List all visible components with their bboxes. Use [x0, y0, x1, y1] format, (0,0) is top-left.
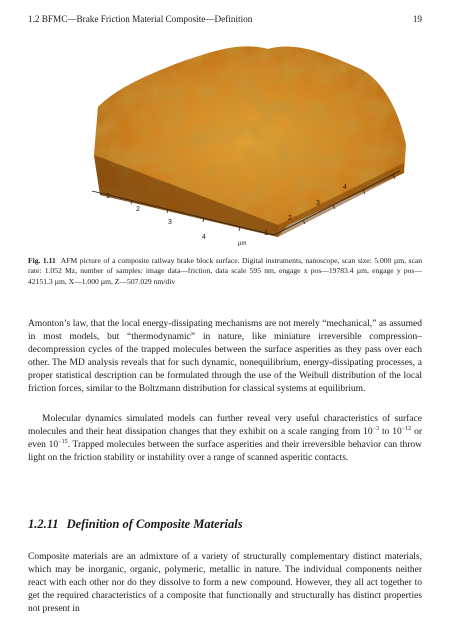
figure-label: Fig. 1.11 — [28, 256, 56, 265]
page-number: 19 — [412, 14, 422, 24]
paragraph-2-text-c: or even 10 — [28, 427, 422, 451]
paragraph-2-text-a: Molecular dynamics simulated models can further reveal very useful characteristics of surface molecules and their heat dissipation changes that they exhibit on a scale ranging from 10 — [28, 414, 422, 438]
y-tick-4: 4 — [343, 184, 347, 191]
running-header — [28, 13, 422, 25]
figure-caption — [28, 256, 422, 287]
y-tick-2: 2 — [288, 215, 292, 222]
body-paragraph-2 — [28, 413, 422, 465]
y-tick-1: 1 — [264, 230, 268, 237]
body-paragraph-1: Amonton’s law, that the local energy-dissipating mechanisms are not merely “mechanical,” as assumed in most models, but “thermodynamic” in nature, like miniature irreversible compression–decompression cycles of the trapped molecules between the surface asperities as they pass over each other. The MD analysis reveals that for such dynamic, nonequilibrium, energy-dissipating processes, a proper statistical description can be formulated through the use of the Weibull distribution of the local friction forces, similar to the Boltzmann distribution for classical systems at equilibrium. — [28, 319, 422, 395]
afm-figure — [28, 35, 422, 250]
x-tick-2: 2 — [136, 206, 140, 213]
x-tick-1: 1 — [106, 193, 110, 200]
axis-unit-label: µm — [238, 241, 247, 247]
paragraph-2-text-d: . Trapped molecules between the surface asperities and their irreversible behavior can throw light on the friction stability or instability over a range of scanned asperitic contacts. — [28, 440, 423, 464]
section-title: Definition of Composite Materials — [66, 517, 243, 531]
exponent-1: −3 — [372, 425, 380, 432]
body-paragraph-3: Composite materials are an admixture of a variety of structurally complementary distinct materials, which may be inorganic, organic, polymeric, metallic in nature. The individual components neither react with each other nor do they dissolve to form a new compound. However, they all act together to get the required characteristics of a composite that functionally and structurally has distinct properties not present in — [28, 552, 422, 615]
caption-text: AFM picture of a composite railway brake block surface. Digital instruments, nanoscope, scan size: 5.000 µm, scan rate: 1.052 Mz, number of samples: image data—friction, data scale 595 nm, engage x pos—19783.4 µm, engage y pos—42151.3 µm, X—1.000 µm, Z—507.029 nm/div — [28, 256, 422, 286]
exponent-3: −15 — [58, 438, 68, 445]
afm-surface-plot — [28, 35, 422, 250]
running-header-title: 1.2 BFMC—Brake Friction Material Composite—Definition — [28, 14, 253, 24]
section-number: 1.2.11 — [28, 517, 59, 531]
y-tick-3: 3 — [316, 200, 320, 207]
x-tick-3: 3 — [168, 219, 172, 226]
exponent-2: −12 — [401, 425, 412, 432]
x-tick-4: 4 — [202, 234, 206, 241]
paragraph-2-text-b: to 10 — [379, 427, 402, 438]
section-heading — [28, 516, 422, 532]
